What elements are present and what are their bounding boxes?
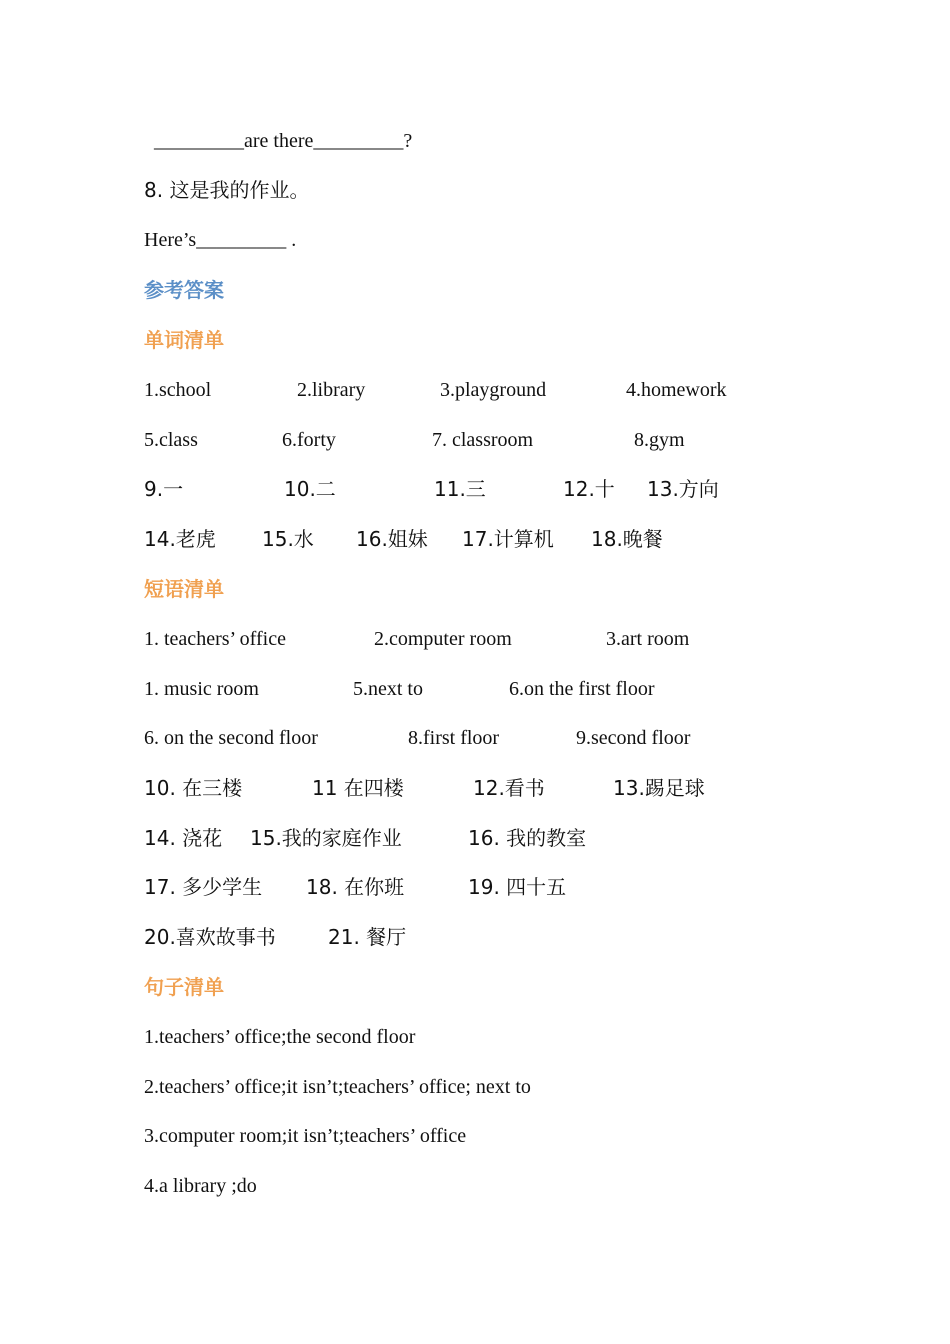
phrase-item: 6.on the first floor bbox=[509, 678, 655, 700]
phrase-item: 1. music room bbox=[144, 678, 259, 700]
phrase-item: 15.我的家庭作业 bbox=[250, 826, 402, 850]
phrase-item: 6. on the second floor bbox=[144, 727, 318, 749]
vocab-item: 16.姐妹 bbox=[356, 527, 428, 551]
exercise-q8-prompt: 8. 这是我的作业。 bbox=[144, 178, 310, 202]
phrase-item: 20.喜欢故事书 bbox=[144, 925, 276, 949]
vocab-item: 6.forty bbox=[282, 429, 336, 451]
phrase-item: 10. 在三楼 bbox=[144, 776, 243, 800]
phrase-item: 1. teachers’ office bbox=[144, 628, 286, 650]
phrase-item: 3.art room bbox=[606, 628, 690, 650]
vocab-item: 3.playground bbox=[440, 379, 547, 401]
vocab-item: 13.方向 bbox=[647, 477, 719, 501]
vocab-item: 2.library bbox=[297, 379, 366, 401]
phrase-item: 16. 我的教室 bbox=[468, 826, 587, 850]
phrases-heading: 短语清单 bbox=[144, 577, 224, 601]
vocab-item: 15.水 bbox=[262, 527, 314, 551]
vocab-item: 17.计算机 bbox=[462, 527, 554, 551]
exercise-q8-answer-line: Here’s_________ . bbox=[144, 229, 297, 251]
exercise-q7-continuation: _________are there_________? bbox=[154, 130, 413, 152]
sentence-item: 3.computer room;it isn’t;teachers’ office bbox=[144, 1125, 467, 1147]
phrase-item: 9.second floor bbox=[576, 727, 691, 749]
phrase-item: 17. 多少学生 bbox=[144, 875, 263, 899]
vocab-item: 5.class bbox=[144, 429, 198, 451]
sentence-item: 2.teachers’ office;it isn’t;teachers’ office; next to bbox=[144, 1076, 531, 1098]
vocab-item: 11.三 bbox=[434, 477, 486, 501]
vocab-item: 1.school bbox=[144, 379, 212, 401]
vocab-item: 9.一 bbox=[144, 477, 184, 501]
vocab-heading: 单词清单 bbox=[144, 328, 224, 352]
phrase-item: 2.computer room bbox=[374, 628, 512, 650]
vocab-item: 12.十 bbox=[563, 477, 615, 501]
phrase-item: 5.next to bbox=[353, 678, 423, 700]
phrase-item: 8.first floor bbox=[408, 727, 500, 749]
phrase-item: 13.踢足球 bbox=[613, 776, 705, 800]
phrase-item: 14. 浇花 bbox=[144, 826, 223, 850]
vocab-item: 8.gym bbox=[634, 429, 685, 451]
vocab-item: 4.homework bbox=[626, 379, 727, 401]
phrase-item: 19. 四十五 bbox=[468, 875, 567, 899]
phrase-item: 12.看书 bbox=[473, 776, 545, 800]
vocab-item: 10.二 bbox=[284, 477, 336, 501]
vocab-item: 14.老虎 bbox=[144, 527, 216, 551]
sentence-item: 4.a library ;do bbox=[144, 1175, 257, 1197]
phrase-item: 18. 在你班 bbox=[306, 875, 405, 899]
answers-title: 参考答案 bbox=[144, 278, 224, 302]
sentences-heading: 句子清单 bbox=[144, 975, 224, 999]
phrase-item: 11 在四楼 bbox=[312, 776, 404, 800]
vocab-item: 18.晚餐 bbox=[591, 527, 663, 551]
phrase-item: 21. 餐厅 bbox=[328, 925, 407, 949]
vocab-item: 7. classroom bbox=[432, 429, 534, 451]
sentence-item: 1.teachers’ office;the second floor bbox=[144, 1026, 416, 1048]
